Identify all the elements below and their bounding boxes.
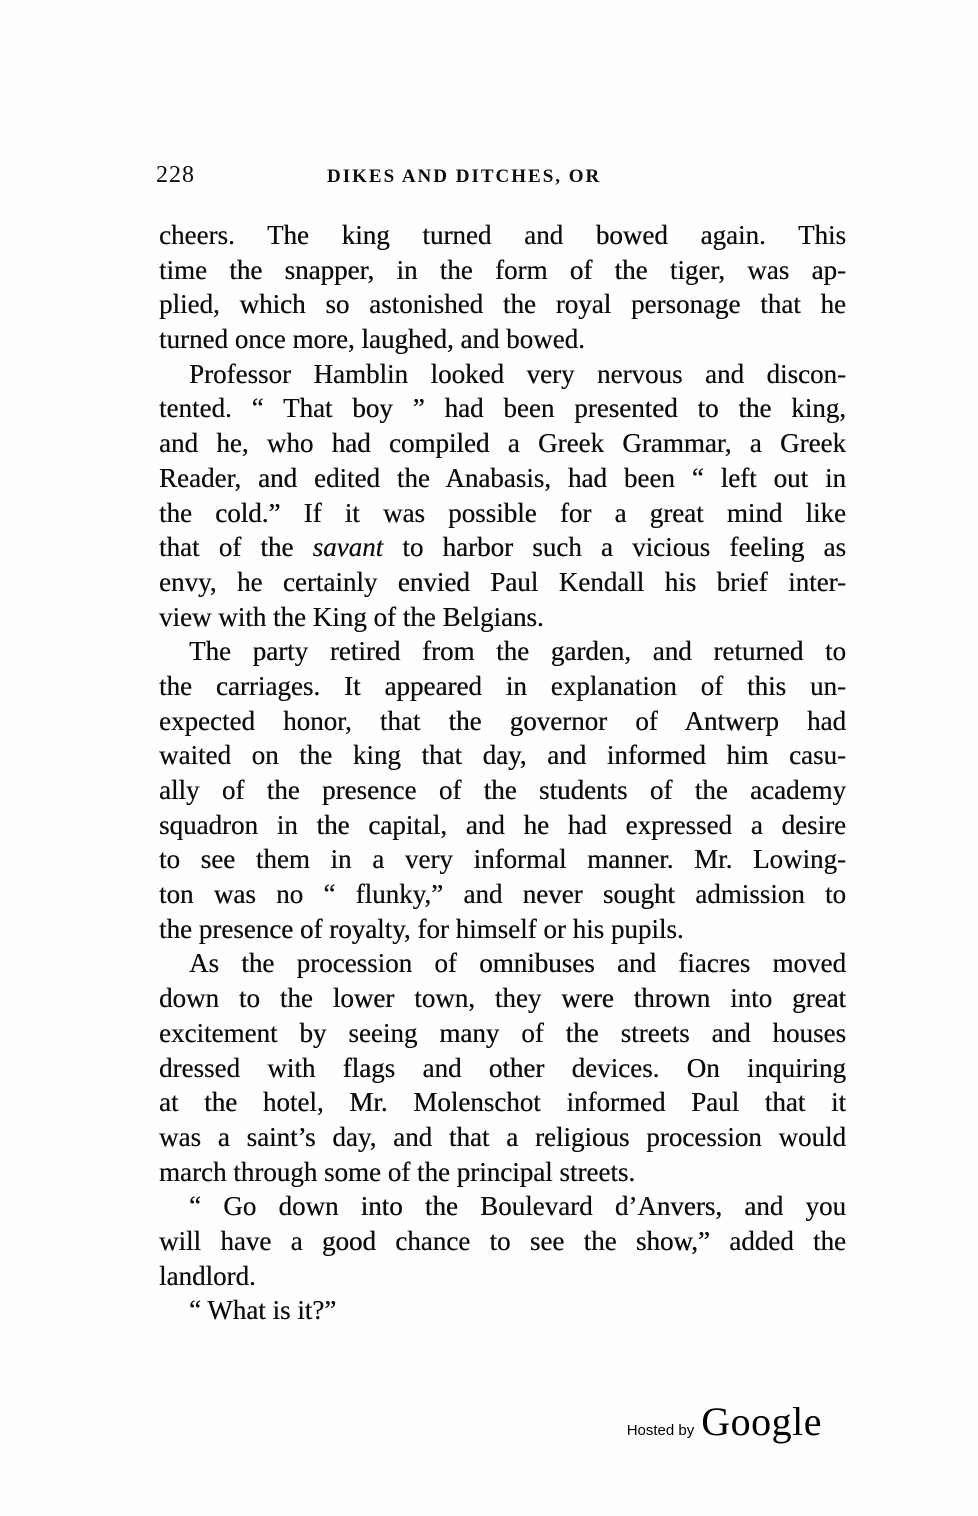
text-line: will have a good chance to see the show,” added the	[159, 1225, 846, 1256]
text-line: squadron in the capital, and he had expressed a desire	[159, 809, 846, 840]
paragraph	[159, 357, 846, 635]
page-header	[0, 162, 978, 192]
text-line: “ Go down into the Boulevard d’Anvers, and you	[189, 1191, 846, 1222]
text-line: landlord.	[159, 1260, 256, 1291]
text-line: Reader, and edited the Anabasis, had been “ left out in	[159, 462, 846, 493]
text-line: was a saint’s day, and that a religious procession would	[159, 1121, 846, 1152]
text-line: As the procession of omnibuses and fiacres moved	[189, 948, 846, 979]
text-line: excitement by seeing many of the streets and houses	[159, 1017, 846, 1048]
running-title: DIKES AND DITCHES, OR	[327, 166, 602, 187]
text-line: the carriages. It appeared in explanation of this un-	[159, 670, 846, 701]
text-line: ton was no “ flunky,” and never sought admission to	[159, 879, 846, 910]
text-block	[159, 218, 846, 1328]
text-line: the cold.” If it was possible for a great mind like	[159, 497, 846, 528]
text-line: expected honor, that the governor of Antwerp had	[159, 705, 846, 736]
text-line: that of the savant to harbor such a vicious feeling as	[159, 532, 846, 563]
text-line: tented. “ That boy ” had been presented to the king,	[159, 393, 846, 424]
text-line: march through some of the principal streets.	[159, 1156, 636, 1187]
paragraph	[159, 1293, 846, 1328]
page-number: 228	[156, 162, 195, 188]
google-watermark	[627, 1398, 822, 1445]
text-line: ally of the presence of the students of the academy	[159, 775, 846, 805]
text-line: down to the lower town, they were thrown into great	[159, 983, 846, 1014]
text-line: “ What is it?”	[189, 1295, 337, 1326]
google-logo: Google	[701, 1399, 822, 1444]
text-line: dressed with flags and other devices. On inquiring	[159, 1052, 846, 1083]
text-line: to see them in a very informal manner. Mr. Lowing-	[159, 844, 846, 875]
text-line: at the hotel, Mr. Molenschot informed Paul that it	[159, 1087, 846, 1118]
text-line: plied, which so astonished the royal personage that he	[159, 289, 846, 320]
paragraph	[159, 1189, 846, 1293]
hosted-by-label: Hosted by	[626, 1422, 695, 1439]
text-line: envy, he certainly envied Paul Kendall his brief inter-	[159, 566, 846, 597]
text-line: The party retired from the garden, and returned to	[189, 636, 846, 667]
text-line: view with the King of the Belgians.	[159, 601, 544, 632]
paragraph	[159, 218, 846, 357]
text-line: the presence of royalty, for himself or his pupils.	[159, 913, 684, 944]
text-line: cheers. The king turned and bowed again. This	[159, 220, 846, 250]
text-line: turned once more, laughed, and bowed.	[159, 324, 585, 355]
text-line: waited on the king that day, and informed him casu-	[159, 740, 846, 771]
text-line: Professor Hamblin looked very nervous and discon-	[189, 358, 846, 389]
text-line: time the snapper, in the form of the tiger, was ap-	[159, 254, 846, 285]
paragraph	[159, 946, 846, 1189]
text-line: and he, who had compiled a Greek Grammar, a Greek	[159, 428, 846, 459]
paragraph	[159, 634, 846, 946]
